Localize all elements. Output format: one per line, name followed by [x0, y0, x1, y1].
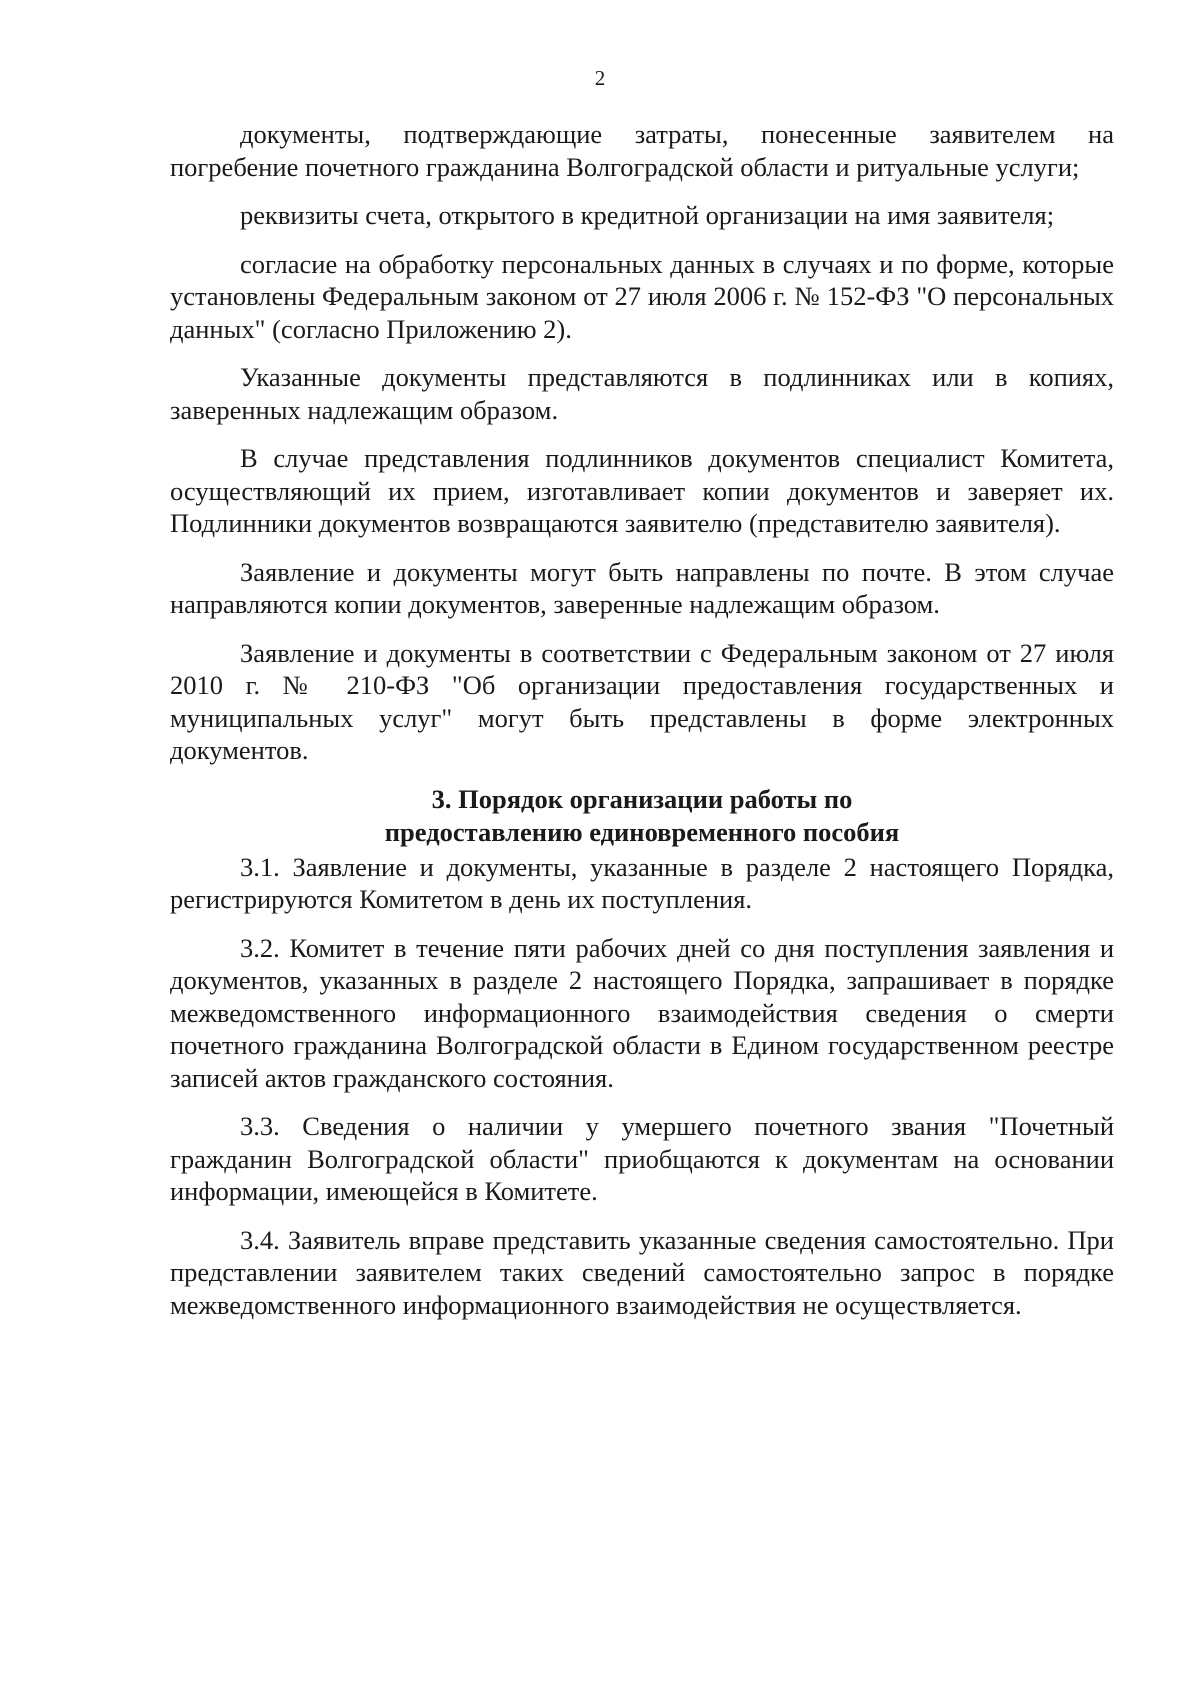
- paragraph-electronic-documents: Заявление и документы в соответствии с Федеральным законом от 27 июля 2010 г. № 210-ФЗ "Об организации предоставления государственных и муниципальных услуг" могут быть представлены в форме электронных документов.: [170, 637, 1114, 765]
- paragraph-original-documents: В случае представления подлинников документов специалист Комитета, осуществляющий их прием, изготавливает копии документов и заверяет их. Подлинники документов возвращаются заявителю (представителю заявителя).: [170, 443, 1114, 538]
- paragraph-bank-details: реквизиты счета, открытого в кредитной организации на имя заявителя;: [240, 200, 1055, 230]
- paragraph-3-4: 3.4. Заявитель вправе представить указанные сведения самостоятельно. При представлении заявителем таких сведений самостоятельно запрос в порядке межведомственного информационного взаимодействия не осуществляется.: [170, 1224, 1114, 1320]
- paragraph-3-1: 3.1. Заявление и документы, указанные в разделе 2 настоящего Порядка, регистрируются Комитетом в день их поступления.: [170, 851, 1114, 914]
- section-heading-line-2: предоставлению единовременного пособия: [384, 816, 900, 847]
- paragraph-by-mail: Заявление и документы могут быть направлены по почте. В этом случае направляются копии документов, заверенные надлежащим образом.: [170, 556, 1114, 619]
- paragraph-documents-costs: документы, подтверждающие затраты, понесенные заявителем на погребение почетного гражданина Волгоградской области и ритуальные услуги;: [170, 119, 1114, 182]
- paragraph-personal-data-consent: согласие на обработку персональных данных в случаях и по форме, которые установлены Федеральным законом от 27 июля 2006 г. № 152-ФЗ "О персональных данных" (согласно Приложению 2).: [170, 248, 1114, 344]
- paragraph-3-3: 3.3. Сведения о наличии у умершего почетного звания "Почетный гражданин Волгоградской области" приобщаются к документам на основании информации, имеющейся в Комитете.: [170, 1111, 1114, 1206]
- section-heading: [170, 783, 1114, 849]
- section-heading-line-1: 3. Порядок организации работы по: [431, 783, 853, 814]
- paragraph-originals-or-copies: Указанные документы представляются в подлинниках или в копиях, заверенных надлежащим образом.: [170, 362, 1114, 425]
- paragraph-3-2: 3.2. Комитет в течение пяти рабочих дней со дня поступления заявления и документов, указанных в разделе 2 настоящего Порядка, запрашивает в порядке межведомственного информационного взаимодействия сведения о смерти почетного гражданина Волгоградской области в Едином государственном реестре записей актов гражданского состояния.: [170, 932, 1114, 1093]
- page-number: 2: [594, 66, 606, 90]
- document-body: [170, 118, 1114, 1337]
